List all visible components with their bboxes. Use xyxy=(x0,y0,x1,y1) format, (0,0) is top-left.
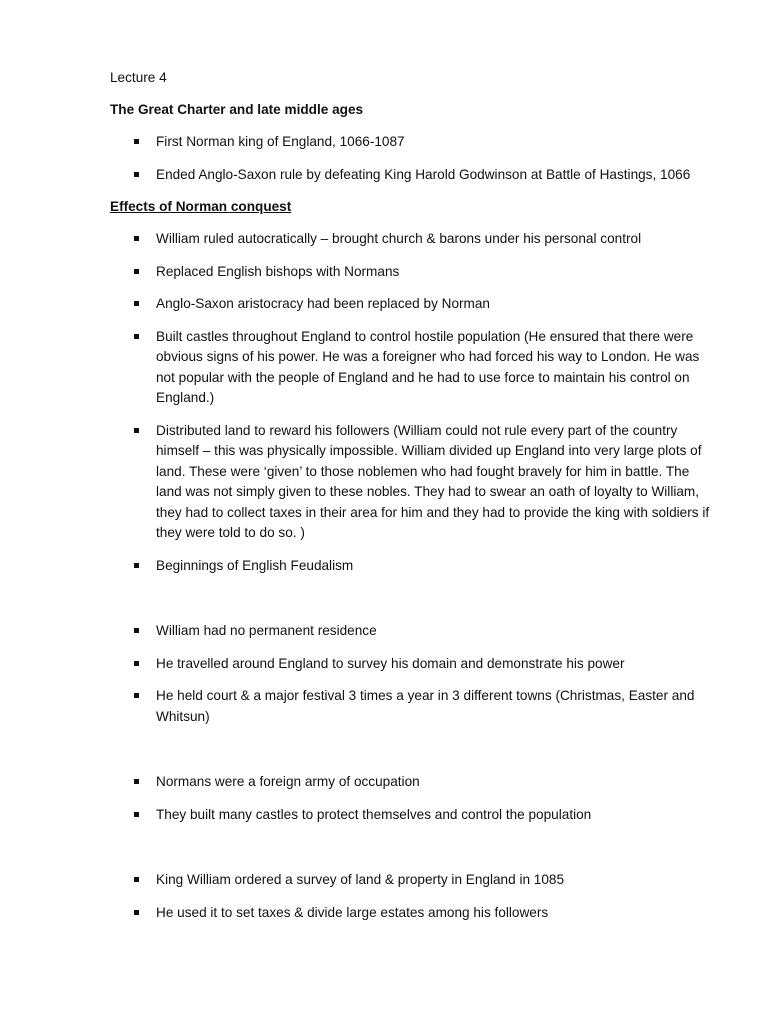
list-item xyxy=(110,556,712,577)
list-item-text: William had no permanent residence xyxy=(156,623,377,638)
list-item xyxy=(110,621,712,642)
list-item-text: He travelled around England to survey his domain and demonstrate his power xyxy=(156,655,625,671)
list-item xyxy=(110,229,712,250)
list-item xyxy=(110,805,712,826)
list-item xyxy=(110,903,712,924)
square-bullet-icon xyxy=(134,301,139,306)
section-heading: Effects of Norman conquest xyxy=(110,199,292,214)
spacer xyxy=(110,588,712,621)
square-bullet-icon xyxy=(134,779,139,784)
square-bullet-icon xyxy=(134,334,139,339)
list-item-text: He held court & a major festival 3 times a year in 3 different towns (Christmas, Easter and Whitsun) xyxy=(156,688,695,724)
list-item xyxy=(110,132,712,153)
square-bullet-icon xyxy=(134,236,139,241)
list-item xyxy=(110,294,712,315)
list-item-text: First Norman king of England, 1066-1087 xyxy=(156,134,405,149)
square-bullet-icon xyxy=(134,693,139,698)
list-item xyxy=(110,327,712,409)
square-bullet-icon xyxy=(134,628,139,633)
list-item-text: King William ordered a survey of land & property in England in 1085 xyxy=(156,872,565,887)
list-item-text: Anglo-Saxon aristocracy had been replaced by Norman xyxy=(156,296,490,311)
list-item xyxy=(110,870,712,891)
list-item-text: They built many castles to protect themselves and control the population xyxy=(156,806,592,822)
list-item-text: Built castles throughout England to control hostile population (He ensured that there were obvious signs of his power. He was a foreigner who had forced his way to London. He was not popular with the people of England and he had to use force to maintain his control on England.) xyxy=(156,328,700,405)
lecture-label: Lecture 4 xyxy=(110,70,167,85)
list-item-text: Distributed land to reward his followers (William could not rule every part of the country himself – this was physically impossible. William divided up England into very large plots of land. These were ‘given’ to those noblemen who had fought bravely for him in battle. The land was not simply given to these nobles. They had to swear an oath of loyalty to William, they had to collect taxes in their area for him and they had to provide the king with soldiers if they were told to do so. ) xyxy=(156,422,710,540)
list-item xyxy=(110,421,712,544)
list-item-text: Ended Anglo-Saxon rule by defeating King Harold Godwinson at Battle of Hastings, 1066 xyxy=(156,166,691,182)
square-bullet-icon xyxy=(134,428,139,433)
list-item xyxy=(110,262,712,283)
army-bullet-list xyxy=(110,772,712,825)
list-item xyxy=(110,772,712,793)
effects-bullet-list xyxy=(110,229,712,576)
square-bullet-icon xyxy=(134,910,139,915)
intro-bullet-list xyxy=(110,132,712,185)
list-item-text: He used it to set taxes & divide large estates among his followers xyxy=(156,904,549,920)
square-bullet-icon xyxy=(134,139,139,144)
list-item xyxy=(110,165,712,186)
court-bullet-list xyxy=(110,621,712,727)
square-bullet-icon xyxy=(134,172,139,177)
list-item-text: Normans were a foreign army of occupation xyxy=(156,774,420,789)
list-item xyxy=(110,654,712,675)
square-bullet-icon xyxy=(134,563,139,568)
list-item-text: Replaced English bishops with Normans xyxy=(156,263,400,279)
list-item-text: Beginnings of English Feudalism xyxy=(156,557,354,573)
square-bullet-icon xyxy=(134,269,139,274)
square-bullet-icon xyxy=(134,661,139,666)
spacer xyxy=(110,837,712,870)
list-item-text: William ruled autocratically – brought church & barons under his personal control xyxy=(156,231,642,246)
list-item xyxy=(110,686,712,727)
spacer xyxy=(110,739,712,772)
document-title: The Great Charter and late middle ages xyxy=(110,102,364,117)
square-bullet-icon xyxy=(134,877,139,882)
square-bullet-icon xyxy=(134,812,139,817)
survey-bullet-list xyxy=(110,870,712,923)
